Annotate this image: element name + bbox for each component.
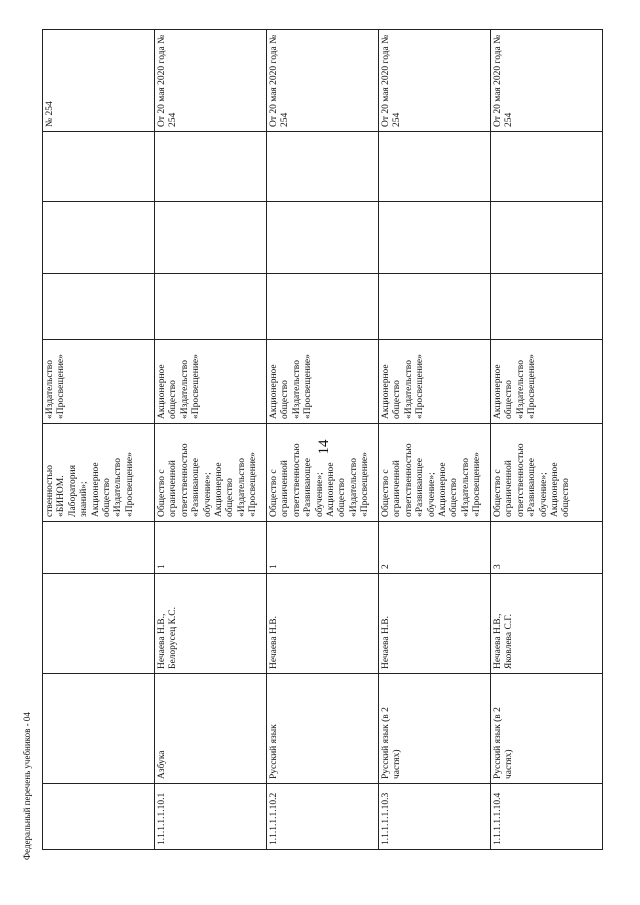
title-cell: Азбука — [155, 674, 267, 784]
grade-cell: 1 — [155, 522, 267, 574]
order-cell: От 20 мая 2020 года № 254 — [491, 30, 603, 132]
grade-cell: 2 — [379, 522, 491, 574]
page-footer: Федеральный перечень учебников - 04 — [22, 712, 32, 860]
publisher-cell: Общество с ограниченной ответственностью «Развивающее обучение»; Акционерное общество — [491, 424, 603, 522]
code-cell: 1.1.1.1.1.10.3 — [379, 784, 491, 850]
brand-cell: Акционерное общество «Издательство «Просвещение» — [267, 340, 379, 424]
title-cell: Русский язык (в 2 частях) — [379, 674, 491, 784]
title-cell: Русский язык — [267, 674, 379, 784]
title-cell: Русский язык (в 2 частях) — [491, 674, 603, 784]
textbook-list-table — [42, 30, 602, 850]
brand-cell: Акционерное общество «Издательство «Просвещение» — [491, 340, 603, 424]
order-cell: № 254 — [43, 30, 155, 132]
publisher-cell: Общество с ограниченной ответственностью «Развивающее обучение»; Акционерное общество «Издательство «Просвещение» — [155, 424, 267, 522]
publisher-cell: Общество с ограниченной ответственностью «Развивающее обучение»; Акционерное общество «Издательство «Просвещение» — [379, 424, 491, 522]
order-cell: От 20 мая 2020 года № 254 — [267, 30, 379, 132]
authors-cell: Нечаева Н.В. — [267, 574, 379, 674]
table-row — [267, 30, 379, 850]
grade-cell: 3 — [491, 522, 603, 574]
table-row — [491, 30, 603, 850]
grade-cell: 1 — [267, 522, 379, 574]
authors-cell — [43, 574, 155, 674]
code-cell: 1.1.1.1.1.10.2 — [267, 784, 379, 850]
authors-cell: Нечаева Н.В. — [379, 574, 491, 674]
code-cell: 1.1.1.1.1.10.4 — [491, 784, 603, 850]
table-row — [155, 30, 267, 850]
table-row — [43, 30, 155, 850]
order-cell: От 20 мая 2020 года № 254 — [155, 30, 267, 132]
publisher-cell: ственностью «БИНОМ. Лаборатория знаний»; Акционерное общество «Издательство «Просвещение» — [43, 424, 155, 522]
publisher-cell: Общество с ограниченной ответственностью «Развивающее обучение»; Акционерное общество «Издательство «Просвещение» — [267, 424, 379, 522]
brand-cell: Акционерное общество «Издательство «Просвещение» — [155, 340, 267, 424]
brand-cell: Акционерное общество «Издательство «Просвещение» — [379, 340, 491, 424]
authors-cell: Нечаева Н.В., Белорусец К.С. — [155, 574, 267, 674]
order-cell: От 20 мая 2020 года № 254 — [379, 30, 491, 132]
brand-cell: «Издательство «Просвещение» — [43, 340, 155, 424]
code-cell: 1.1.1.1.1.10.1 — [155, 784, 267, 850]
page-number: 14 — [316, 439, 332, 455]
authors-cell: Нечаева Н.В., Яковлева С.Г. — [491, 574, 603, 674]
table-row — [379, 30, 491, 850]
